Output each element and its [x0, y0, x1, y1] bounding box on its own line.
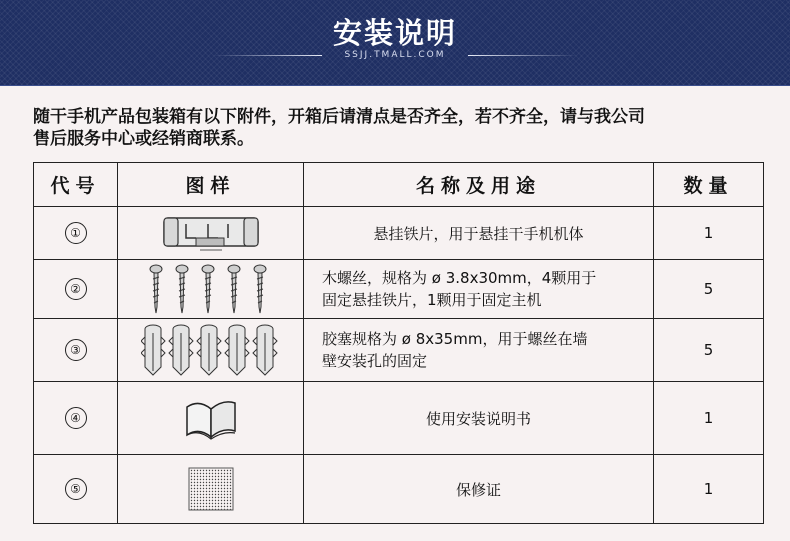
row-desc-line-2: 壁安装孔的固定 [322, 352, 428, 370]
row-code: ③ [65, 339, 87, 361]
certificate-icon [118, 455, 304, 524]
page-subtitle: SSJJ.TMALL.COM [344, 50, 446, 60]
wall-plug-icon [118, 319, 304, 382]
row-code: ② [65, 278, 87, 300]
header-image: 图样 [118, 163, 304, 207]
row-qty: 1 [654, 207, 764, 260]
parts-table [33, 162, 764, 524]
row-code: ⑤ [65, 478, 87, 500]
header-code: 代号 [34, 163, 118, 207]
header-name: 名称及用途 [304, 163, 654, 207]
page-title: 安装说明 [332, 16, 457, 50]
table-row [34, 455, 764, 524]
row-desc: 悬挂铁片，用于悬挂干手机机体 [304, 207, 654, 260]
intro-text [33, 106, 773, 150]
row-desc-line-2: 固定悬挂铁片，1颗用于固定主机 [322, 291, 542, 309]
row-desc-line-1: 木螺丝，规格为 ø 3.8x30mm，4颗用于 [322, 269, 597, 287]
header-banner [0, 0, 790, 86]
manual-icon [118, 382, 304, 455]
intro-line-2: 售后服务中心或经销商联系。 [33, 129, 254, 149]
row-desc-line-1: 胶塞规格为 ø 8x35mm，用于螺丝在墙 [322, 330, 588, 348]
row-qty: 1 [654, 382, 764, 455]
table-row [34, 382, 764, 455]
row-desc: 使用安装说明书 [304, 382, 654, 455]
row-qty: 5 [654, 260, 764, 319]
table-header-row [34, 163, 764, 207]
row-desc: 保修证 [304, 455, 654, 524]
row-code: ① [65, 222, 87, 244]
row-code: ④ [65, 407, 87, 429]
table-row [34, 319, 764, 382]
header-qty: 数量 [654, 163, 764, 207]
screw-icon [118, 260, 304, 319]
bracket-icon [118, 207, 304, 260]
row-qty: 1 [654, 455, 764, 524]
table-row [34, 260, 764, 319]
intro-line-1: 随干手机产品包装箱有以下附件，开箱后请清点是否齐全，若不齐全，请与我公司 [33, 107, 645, 127]
table-row [34, 207, 764, 260]
row-qty: 5 [654, 319, 764, 382]
